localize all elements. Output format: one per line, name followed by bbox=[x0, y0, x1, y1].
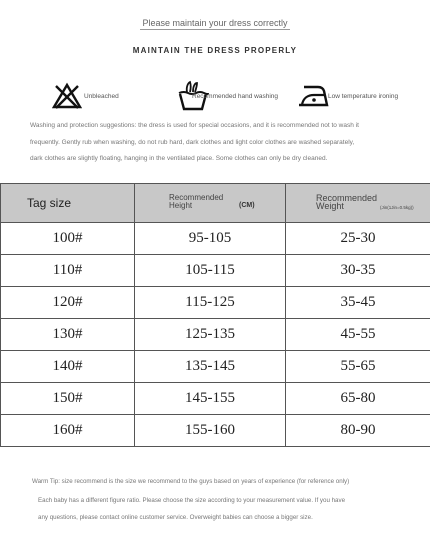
care-label: Recommended hand washing bbox=[192, 92, 278, 100]
warm-tip: Warm Tip: size recommend is the size we recommend to the guys based on years of experience (for reference only) bbox=[32, 478, 350, 485]
iron-low-icon bbox=[296, 83, 330, 109]
cell-weight: 65-80 bbox=[286, 383, 430, 415]
cell-height: 135-145 bbox=[135, 351, 286, 383]
page-subtitle: MAINTAIN THE DRESS PROPERLY bbox=[132, 46, 298, 55]
table-row bbox=[1, 415, 430, 447]
header-tag-size: Tag size bbox=[1, 184, 135, 223]
header-weight bbox=[286, 184, 430, 223]
cell-tag-size: 120# bbox=[1, 287, 135, 319]
cell-weight: 30-35 bbox=[286, 255, 430, 287]
suggestion-line: Washing and protection suggestions: the dress is used for special occasions, and it is recommended not to wash it bbox=[30, 122, 359, 129]
care-item-hand-wash bbox=[176, 78, 278, 114]
table-header-row bbox=[1, 184, 430, 223]
cell-height: 145-155 bbox=[135, 383, 286, 415]
table-row bbox=[1, 287, 430, 319]
header-height-unit: (CM) bbox=[239, 202, 255, 209]
cell-tag-size: 140# bbox=[1, 351, 135, 383]
table-row bbox=[1, 223, 430, 255]
cell-height: 115-125 bbox=[135, 287, 286, 319]
cell-weight: 45-55 bbox=[286, 319, 430, 351]
header-weight-label: Recommended Weight bbox=[316, 193, 378, 211]
cell-height: 105-115 bbox=[135, 255, 286, 287]
cell-weight: 25-30 bbox=[286, 223, 430, 255]
header-weight-unit: (Jin(1Jin=0.5kg)) bbox=[380, 205, 414, 210]
cell-weight: 55-65 bbox=[286, 351, 430, 383]
cell-height: 155-160 bbox=[135, 415, 286, 447]
care-item-unbleached bbox=[52, 78, 119, 114]
table-row bbox=[1, 351, 430, 383]
header-height bbox=[135, 184, 286, 223]
table-row bbox=[1, 319, 430, 351]
care-label: Unbleached bbox=[84, 92, 119, 100]
cell-weight: 80-90 bbox=[286, 415, 430, 447]
no-bleach-icon bbox=[52, 82, 82, 110]
cell-tag-size: 130# bbox=[1, 319, 135, 351]
table-row bbox=[1, 383, 430, 415]
care-label: Low temperature ironing bbox=[328, 92, 399, 100]
cell-tag-size: 110# bbox=[1, 255, 135, 287]
cell-height: 125-135 bbox=[135, 319, 286, 351]
size-table bbox=[0, 183, 430, 447]
header-height-label: Recommended Height bbox=[169, 193, 224, 210]
cell-weight: 35-45 bbox=[286, 287, 430, 319]
footer-note-line: any questions, please contact online customer service. Overweight babies can choose a bigger size. bbox=[38, 514, 313, 521]
cell-tag-size: 160# bbox=[1, 415, 135, 447]
care-instructions bbox=[0, 78, 430, 114]
cell-tag-size: 100# bbox=[1, 223, 135, 255]
suggestion-line: dark clothes are slightly floating, hanging in the ventilated place. Some clothes can only be dry cleaned. bbox=[30, 155, 328, 162]
page-title-text: Please maintain your dress correctly bbox=[142, 18, 288, 28]
page-title bbox=[0, 18, 430, 28]
cell-height: 95-105 bbox=[135, 223, 286, 255]
table-row bbox=[1, 255, 430, 287]
cell-tag-size: 150# bbox=[1, 383, 135, 415]
care-item-iron-low bbox=[296, 78, 398, 114]
suggestion-line: frequently. Gently rub when washing, do not rub hard, dark clothes and light color clothes are washed separately, bbox=[30, 138, 355, 146]
care-suggestions bbox=[30, 118, 410, 168]
footer-note-line: Each baby has a different figure ratio. Please choose the size according to your measurement value. If you have bbox=[38, 497, 346, 504]
